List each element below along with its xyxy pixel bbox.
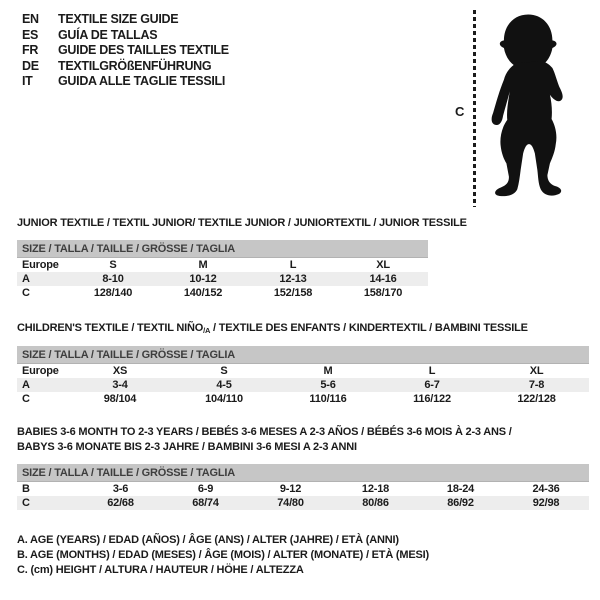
title-part: / TEXTILE DES ENFANTS / KINDERTEXTIL / BAMBINI TESSILE — [210, 322, 528, 334]
cell: 18-24 — [446, 483, 475, 495]
baby-silhouette-icon — [483, 6, 575, 212]
cell: 24-36 — [532, 483, 560, 495]
lang-row-fr — [22, 43, 229, 59]
row-label: C — [22, 287, 30, 299]
cell: 12-18 — [361, 483, 390, 495]
table-row — [17, 378, 589, 392]
size-header-row — [17, 464, 589, 482]
footnotes — [17, 533, 429, 579]
row-label: A — [17, 378, 68, 392]
footnote-c: C. (cm) HEIGHT / ALTURA / HAUTEUR / HÖHE / ALTEZZA — [17, 564, 304, 577]
language-header — [22, 12, 229, 90]
lang-code: IT — [22, 74, 33, 89]
cell: 68/74 — [163, 496, 248, 510]
table-row — [17, 286, 428, 300]
lang-code: DE — [22, 58, 39, 73]
lang-title: GUIDE DES TAILLES TEXTILE — [58, 43, 229, 58]
lang-title: GUÍA DE TALLAS — [58, 27, 158, 42]
title-subscript: /A — [203, 326, 211, 335]
row-label: Europe — [22, 365, 59, 377]
lang-code: FR — [22, 43, 39, 58]
cell: 104/110 — [205, 393, 243, 405]
table-row — [17, 482, 589, 497]
cell: 74/80 — [248, 496, 333, 510]
title-part: CHILDREN'S TEXTILE / TEXTIL NIÑO — [17, 322, 204, 334]
cell: L — [428, 365, 436, 377]
lang-row-es — [22, 28, 229, 44]
cell: 3-4 — [68, 378, 172, 392]
cell: 110/116 — [309, 393, 347, 405]
cell: 8-10 — [68, 272, 158, 286]
babies-table-title — [17, 425, 512, 455]
cell: XS — [112, 365, 128, 377]
lang-title: GUIDA ALLE TAGLIE TESSILI — [58, 74, 226, 89]
lang-code: ES — [22, 27, 39, 42]
footnote-b: B. AGE (MONTHS) / EDAD (MESES) / ÂGE (MOIS) / ALTER (MONATE) / ETÀ (MESI) — [17, 549, 429, 562]
size-header-cell: SIZE / TALLA / TAILLE / GRÖSSE / TAGLIA — [17, 240, 428, 258]
table-row — [17, 258, 428, 273]
cell: S — [109, 259, 117, 271]
cell: 128/140 — [93, 287, 133, 299]
title-line1: BABIES 3-6 MONTH TO 2-3 YEARS / BEBÉS 3-6 MESES A 2-3 AÑOS / BÉBÉS 3-6 MOIS À 2-3 ANS / — [17, 426, 512, 438]
height-measure-label: C — [455, 104, 465, 119]
table-row — [17, 364, 589, 379]
children-size-table — [17, 346, 589, 406]
table-row — [17, 392, 589, 406]
junior-table-title: JUNIOR TEXTILE / TEXTIL JUNIOR/ TEXTILE JUNIOR / JUNIORTEXTIL / JUNIOR TESSILE — [17, 217, 467, 229]
cell: 4-5 — [172, 378, 276, 392]
lang-title: TEXTILE SIZE GUIDE — [58, 12, 179, 26]
lang-code: EN — [22, 12, 39, 26]
cell: 116/122 — [413, 393, 451, 405]
row-label: B — [22, 483, 30, 495]
lang-row-de — [22, 59, 229, 75]
cell: 6-7 — [380, 378, 484, 392]
cell: 158/170 — [363, 287, 403, 299]
babies-size-table — [17, 464, 589, 510]
cell: 6-9 — [197, 483, 214, 495]
junior-size-table — [17, 240, 428, 300]
cell: 12-13 — [248, 272, 338, 286]
cell: 62/68 — [78, 496, 163, 510]
cell: M — [323, 365, 333, 377]
cell: 152/158 — [273, 287, 313, 299]
title-line2: BABYS 3-6 MONATE BIS 2-3 JAHRE / BAMBINI 3-6 MESI A 2-3 ANNI — [17, 441, 357, 453]
cell: 3-6 — [112, 483, 129, 495]
size-header-cell: SIZE / TALLA / TAILLE / GRÖSSE / TAGLIA — [17, 464, 589, 482]
cell: 92/98 — [503, 496, 589, 510]
cell: 140/152 — [183, 287, 223, 299]
row-label: C — [17, 496, 78, 510]
cell: 7-8 — [484, 378, 589, 392]
footnote-a: A. AGE (YEARS) / EDAD (AÑOS) / ÂGE (ANS) / ALTER (JAHRE) / ETÀ (ANNI) — [17, 534, 399, 546]
row-label: A — [17, 272, 68, 286]
cell: 80/86 — [333, 496, 418, 510]
cell: M — [198, 259, 208, 271]
lang-row-en — [22, 12, 229, 28]
size-header-cell: SIZE / TALLA / TAILLE / GRÖSSE / TAGLIA — [17, 346, 589, 364]
cell: 9-12 — [279, 483, 302, 495]
height-dashed-line — [473, 10, 476, 207]
row-label: C — [22, 393, 30, 405]
row-label: Europe — [22, 259, 59, 271]
cell: 98/104 — [103, 393, 137, 405]
size-header-row — [17, 346, 589, 364]
size-header-row — [17, 240, 428, 258]
cell: 14-16 — [338, 272, 428, 286]
cell: XL — [376, 259, 390, 271]
lang-title: TEXTILGRÖßENFÜHRUNG — [58, 58, 212, 73]
cell: 10-12 — [158, 272, 248, 286]
cell: S — [220, 365, 228, 377]
cell: L — [289, 259, 297, 271]
cell: XL — [529, 365, 544, 377]
lang-row-it — [22, 74, 229, 90]
cell: 122/128 — [517, 393, 556, 405]
table-row — [17, 272, 428, 286]
table-row — [17, 496, 589, 510]
cell: 5-6 — [276, 378, 380, 392]
children-table-title — [17, 321, 528, 338]
cell: 86/92 — [418, 496, 503, 510]
